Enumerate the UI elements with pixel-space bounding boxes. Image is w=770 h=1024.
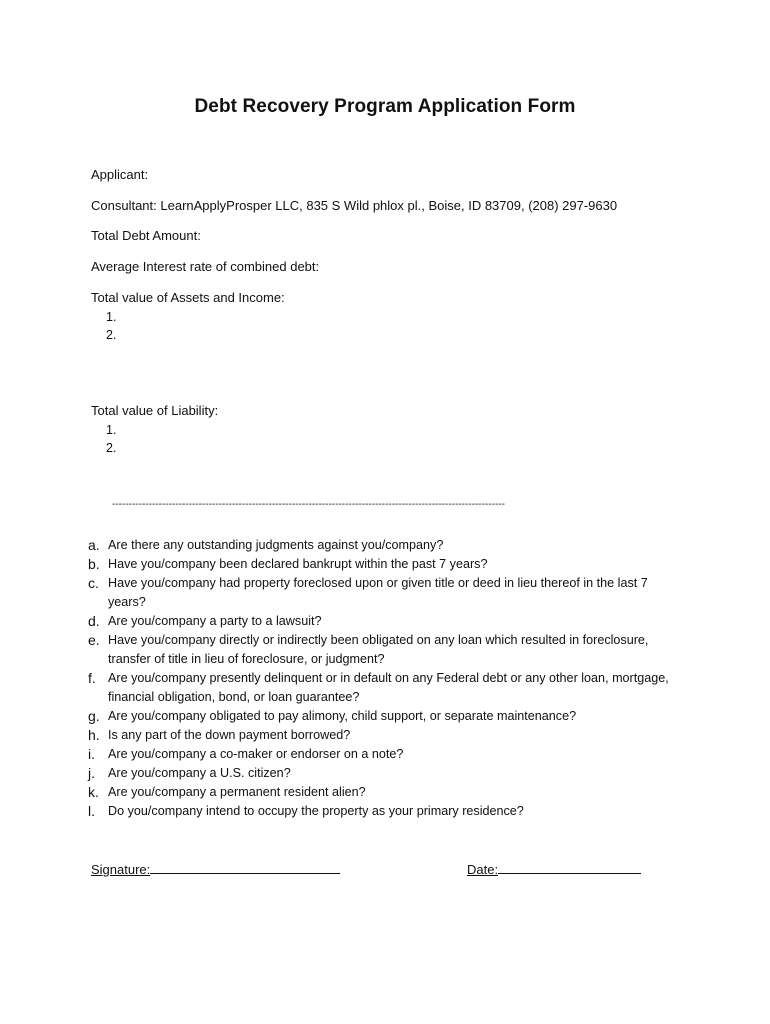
question-letter: k. — [88, 784, 99, 800]
question-item — [88, 802, 688, 821]
question-letter: d. — [88, 613, 100, 629]
question-text: Are you/company a U.S. citizen? — [108, 766, 291, 780]
question-letter: g. — [88, 708, 100, 724]
total-debt-field: Total Debt Amount: — [91, 228, 201, 243]
question-text: Are you/company a co-maker or endorser on a note? — [108, 747, 404, 761]
question-text: Have you/company directly or indirectly been obligated on any loan which resulted in foreclosure, transfer of title in lieu of foreclosure, or judgment? — [108, 633, 649, 666]
question-text: Is any part of the down payment borrowed? — [108, 728, 351, 742]
question-letter: f. — [88, 670, 96, 686]
average-interest-field: Average Interest rate of combined debt: — [91, 259, 320, 274]
page-title: Debt Recovery Program Application Form — [194, 96, 576, 117]
question-item — [88, 745, 688, 764]
question-text: Are you/company a party to a lawsuit? — [108, 614, 322, 628]
question-item — [88, 764, 688, 783]
liability-field: Total value of Liability: — [91, 403, 219, 418]
question-letter: j. — [88, 765, 95, 781]
applicant-field: Applicant: — [91, 167, 149, 182]
question-item — [88, 726, 688, 745]
consultant-line: Consultant: LearnApplyProsper LLC, 835 S Wild phlox pl., Boise, ID 83709, (208) 297-9630 — [91, 198, 618, 213]
question-letter: i. — [88, 746, 95, 762]
question-letter: l. — [88, 803, 95, 819]
question-item — [88, 574, 688, 612]
question-letter: b. — [88, 556, 100, 572]
liability-item: 1. — [106, 423, 117, 437]
question-text: Have you/company been declared bankrupt within the past 7 years? — [108, 557, 488, 571]
question-letter: a. — [88, 537, 100, 553]
question-letter: c. — [88, 575, 99, 591]
liability-item: 2. — [106, 441, 117, 455]
assets-item: 2. — [106, 328, 117, 342]
question-item — [88, 612, 688, 631]
question-item — [88, 555, 688, 574]
date-label: Date: — [467, 862, 499, 877]
question-item — [88, 707, 688, 726]
question-item — [88, 536, 688, 555]
question-letter: e. — [88, 632, 100, 648]
signature-field[interactable] — [91, 860, 340, 877]
question-list — [88, 536, 688, 821]
question-text: Have you/company had property foreclosed upon or given title or deed in lieu thereof in the last 7 years? — [108, 576, 648, 609]
question-text: Are you/company obligated to pay alimony, child support, or separate maintenance? — [108, 709, 577, 723]
date-field[interactable] — [467, 860, 641, 877]
signature-label: Signature: — [91, 862, 151, 877]
question-text: Do you/company intend to occupy the property as your primary residence? — [108, 804, 524, 818]
assets-item: 1. — [106, 310, 117, 324]
question-item — [88, 669, 688, 707]
assets-field: Total value of Assets and Income: — [91, 290, 285, 305]
question-text: Are there any outstanding judgments against you/company? — [108, 538, 444, 552]
question-letter: h. — [88, 727, 100, 743]
section-divider: ---------------------------------------------------------------------------------------------------------------------- — [112, 499, 505, 510]
question-text: Are you/company presently delinquent or in default on any Federal debt or any other loan, mortgage, financial obligation, bond, or loan guarantee? — [108, 671, 669, 704]
date-line[interactable] — [498, 860, 641, 874]
signature-line[interactable] — [150, 860, 340, 874]
question-text: Are you/company a permanent resident alien? — [108, 785, 366, 799]
question-item — [88, 631, 688, 669]
question-item — [88, 783, 688, 802]
